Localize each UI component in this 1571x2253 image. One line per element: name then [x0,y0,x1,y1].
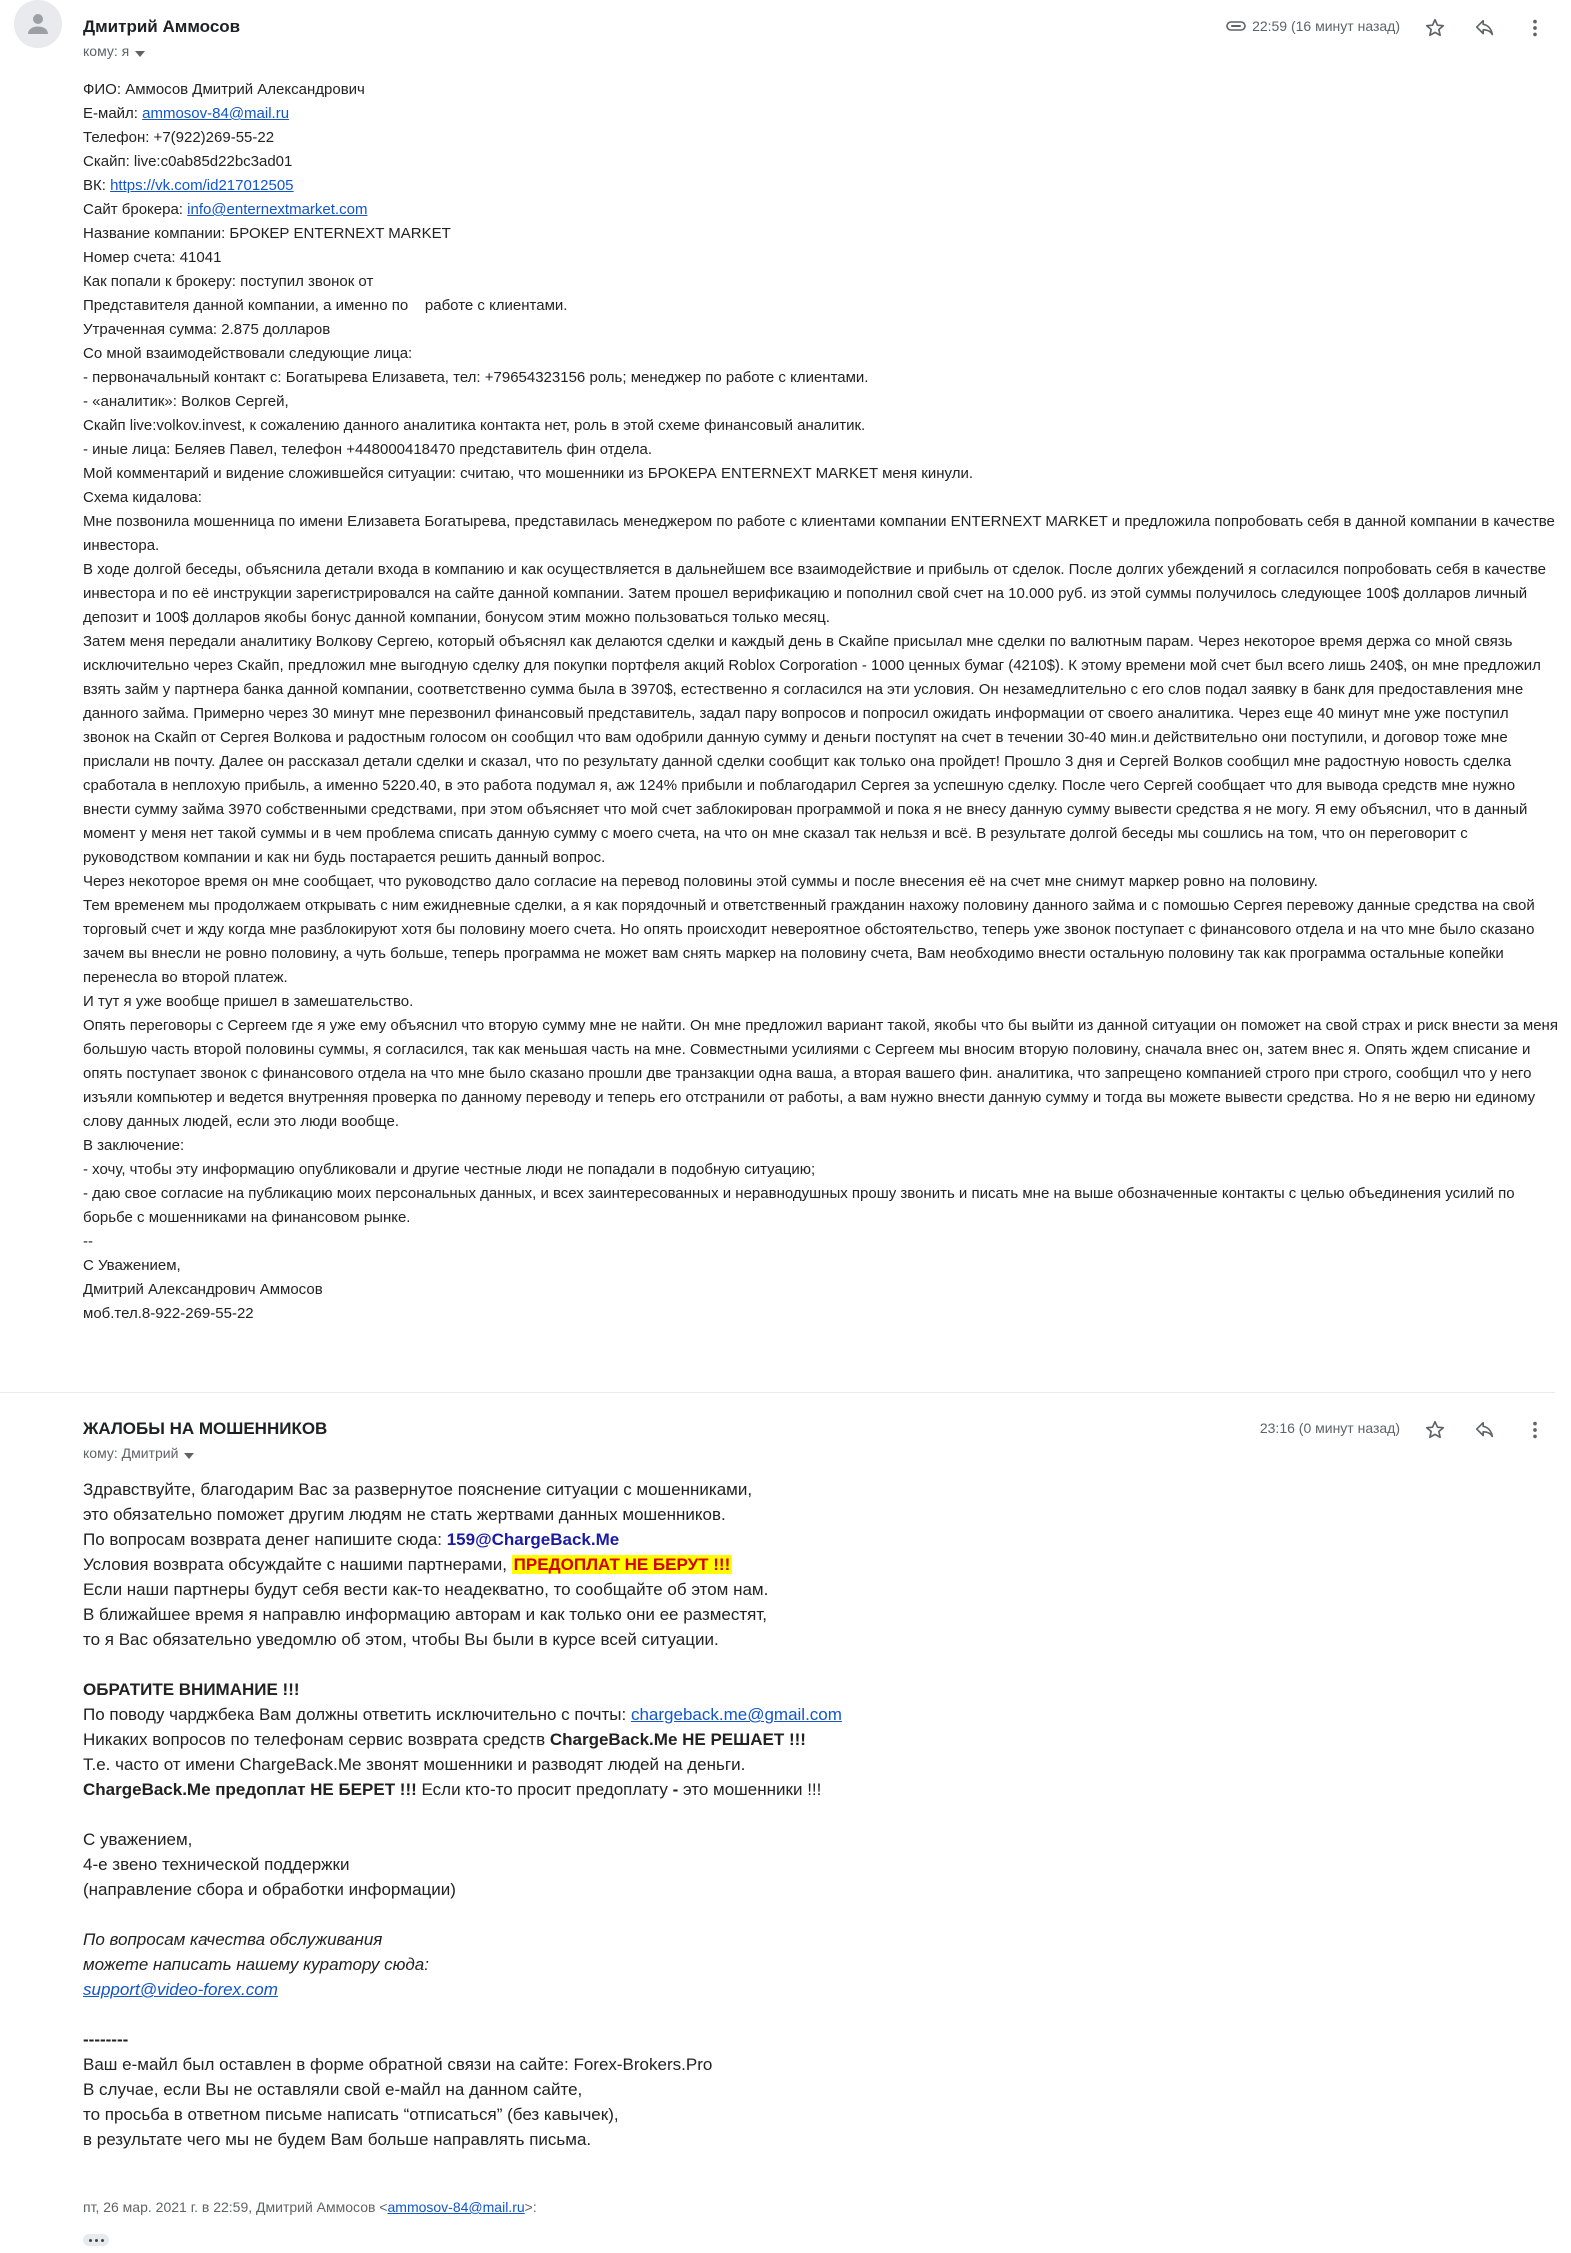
attachment-icon [1226,19,1246,35]
body-line: - иные лица: Беляев Павел, телефон +448000418470 представитель фин отдела. [83,441,653,458]
reply-icon [1474,17,1496,39]
spacer [83,1902,1383,1927]
body-line: Если наши партнеры будут себя вести как-то неадекватно, то сообщайте об этом нам. [83,1580,769,1599]
body-line: Утраченная сумма: 2.875 долларов [83,321,331,338]
body-line-vk: ВК: https://vk.com/id217012505 [83,177,294,194]
body-line: Мой комментарий и видение сложившейся ситуации: считаю, что мошенники из БРОКЕРА ENTERNEXT MARKET меня кинули. [83,465,974,482]
spacer [83,2002,1383,2027]
body-line: ChargeBack.Me предоплат НЕ БЕРЕТ !!! Если кто-то просит предоплату - это мошенники !!! [83,1780,822,1799]
signature-line: Дмитрий Александрович Аммосов [83,1281,323,1298]
body-line: Скайп live:volkov.invest, к сожалению данного аналитика контакта нет, роль в этой схеме финансовый аналитик. [83,417,866,434]
more-vert-icon [1524,17,1546,39]
support-email-link[interactable]: support@video-forex.com [83,1980,278,1999]
spacer [83,1802,1383,1827]
quoted-email-link[interactable]: ammosov-84@mail.ru [387,2199,525,2215]
body-line: Т.е. часто от имени ChargeBack.Me звонят мошенники и разводят людей на деньги. [83,1755,746,1774]
warning-highlight: ПРЕДОПЛАТ НЕ БЕРУТ !!! [513,1555,731,1574]
quoted-header: пт, 26 мар. 2021 г. в 22:59, Дмитрий Аммосов <ammosov-84@mail.ru>: [83,2199,537,2215]
footer-line: В случае, если Вы не оставляли свой е-майл на данном сайте, [83,2080,583,2099]
body-line: Представителя данной компании, а именно по работе с клиентами. [83,297,568,314]
more-button[interactable] [1510,13,1560,43]
footer-line: то просьба в ответном письме написать “отписаться” (без кавычек), [83,2105,619,2124]
body-line-broker: Сайт брокера: info@enternextmarket.com [83,201,368,218]
body-paragraph: Затем меня передали аналитику Волкову Сергею, который объяснял как делаются сделки и каждый день в Скайпе присылал мне сделки по валютным парам. Через некоторое время держа со мной связь исключительно через Скайп, предложил мне выгодную сделку для покупки портфеля акций Roblox Corporation - 1000 ценных бумаг (4210$). К этому времени мой счет был всего лишь 240$, он мне предложил взять займ у партнера банка данной компании, соответственно сумма была в 3970$, естественно я согласился на эти условия. Он незамедлительно с его слов подал заявку в банк для предоставления мне данного займа. Примерно через 30 минут мне перезвонил финансовый представитель, задал пару вопросов и попросил ожидать информации от своего аналитика. Через еще 40 минут мне уже поступил звонок на Скайп от Сергея Волкова и радостным голосом он сообщил что вам одобрили данную сумму и деньги поступят на счет в течении 30-40 мин.и действительно они поступили, и договор тоже мне прислали нв почту. Далее он рассказал детали сделки и сказал, что по результату данной сделки сообщит как только она пройдет! Прошло 3 дня и Сергей Волков сообщил мне радостную новость сделка сработала в неплохую прибыль, а именно 5220.40, в это работа подумал я, аж 124% прибыли и поблагодарил Сергея за успешную сделку. После чего Сергей сообщает что для вывода средств мне нужно внести сумму займа 3970 собственными средствами, при этом объясняет что мой счет заблокирован программой и пока я не внесу данную сумму вывести средства я не могу. Я ему объяснил, что в данный момент у меня нет такой суммы и в чем проблема списать данную сумму с моего счета, на что он мне сказал так нельзя и всё. В результате долгой беседы мы сошлись на том, что он переговорит с руководством компании и как ни будь постарается решить данный вопрос. [83,633,1541,866]
reply-icon [1474,1419,1496,1441]
signature-line: (направление сбора и обработки информации) [83,1880,456,1899]
body-paragraph: Мне позвонила мошенница по имени Елизавета Богатырева, представилась менеджером по работе с клиентами компании ENTERNEXT MARKET и предложила попробовать себя в данной компании в качестве инвестора. [83,513,1555,554]
body-line: - первоначальный контакт с: Богатырева Елизавета, тел: +79654323156 роль; менеджер по работе с клиентами. [83,369,869,386]
reply-button[interactable] [1460,13,1510,43]
body-line: Схема кидалова: [83,489,202,506]
body-line: По вопросам возврата денег напишите сюда: 159@ChargeBack.Me [83,1530,620,1549]
body-line: В заключение: [83,1137,185,1154]
message-actions-1 [1410,13,1560,43]
chargeback-email-link[interactable]: chargeback.me@gmail.com [630,1705,842,1724]
body-line: Скайп: live:c0ab85d22bc3ad01 [83,153,293,170]
message-time[interactable] [1200,18,1400,35]
avatar-sender-2[interactable] [14,0,62,48]
signature-line: С уважением, [83,1830,193,1849]
recipient-toggle[interactable] [83,43,145,60]
body-line: И тут я уже вообще пришел в замешательство. [83,993,414,1010]
message-body-2 [83,1477,1383,2152]
body-paragraph: Через некоторое время он мне сообщает, что руководство дало согласие на перевод половины этой суммы и после внесения её на счет мне снимут маркер ровно на половину. [83,873,1318,890]
time-text: 22:59 (16 минут назад) [1252,18,1400,34]
body-line: Со мной взаимодействовали следующие лица: [83,345,413,362]
chargeback-address[interactable]: 159@ChargeBack.Me [446,1530,620,1549]
body-line: Название компании: БРОКЕР ENTERNEXT MARKET [83,225,451,242]
message-body-1 [83,78,1558,1326]
spacer [83,1652,1383,1677]
body-line: Здравствуйте, благодарим Вас за развернутое пояснение ситуации с мошенниками, [83,1480,753,1499]
avatar-icon [23,9,53,39]
signature-line: С Уважением, [83,1257,181,1274]
body-paragraph: - даю свое согласие на публикацию моих персональных данных, и всех заинтересованных и неравнодушных прошу звонить и писать мне на выше обозначенные контакты с целью объединения усилий по борьбе с мошенниками на финансовом рынке. [83,1185,1515,1226]
broker-link[interactable]: info@enternextmarket.com [187,201,368,218]
sender-name[interactable]: ЖАЛОБЫ НА МОШЕННИКОВ [83,1419,328,1438]
body-paragraph: Тем временем мы продолжаем открывать с ним ежидневные сделки, а я как порядочный и ответственный гражданин нахожу половину данного займа и с помошью Сергея перевожу данные средства на свой торговый счет и жду когда мне разблокируют хотя бы половину моего счета. Но опять происходит невероятное обстоятельство, теперь уже звонок поступает с финансового отдела и на что мне было сказано зачем вы внесли не ровно половину, а чуть больше, теперь программа не может вам снять маркер на половину счета, Вам необходимо внести остальную половину так как программа остальные копейки перенесла во второй платеж. [83,897,1535,986]
star-icon [1424,17,1446,39]
recipient-text: кому: Дмитрий [83,1445,179,1461]
show-trimmed-content-button[interactable] [83,2234,109,2246]
body-line: Никаких вопросов по телефонам сервис возврата средств ChargeBack.Me НЕ РЕШАЕТ !!! [83,1730,806,1749]
star-button[interactable] [1410,1415,1460,1445]
vk-link[interactable]: https://vk.com/id217012505 [110,177,294,194]
star-icon [1424,1419,1446,1441]
sender-name[interactable]: Дмитрий Аммосов [83,17,241,36]
ellipsis-icon [95,2239,98,2242]
body-paragraph: Опять переговоры с Сергеем где я уже ему объяснил что вторую сумму мне не найти. Он мне предложил вариант такой, якобы что бы выйти из данной ситуации он поможет на свой страх и риск внести за меня большую часть второй половины суммы, я согласился, так как меньшая часть на мне. Совместными усилиями с Сергеем мы вносим вторую половину, сначала внес он, затем внес я. Опять ждем списание и опять поступает звонок с финансового отдела на что мне было сказано прошли две транзакции одна ваша, а вторая вашего фин. аналитика, что запрещено компанией строго при строго, сообщил что у него изъяли компьютер и ведется внутренняя проверка по данному переводу и теперь его отстранили от работы, а вам нужно внести данную сумму и тогда вы можете вывести средства. Но я не верю ни единому слову данных людей, если это люди вообще. [83,1017,1558,1130]
body-line: то я Вас обязательно уведомлю об этом, чтобы Вы были в курсе всей ситуации. [83,1630,719,1649]
body-line: По поводу чарджбека Вам должны ответить исключительно с почты: chargeback.me@gmail.com [83,1705,842,1724]
ellipsis-icon [101,2239,104,2242]
footer-separator: -------- [83,2030,129,2049]
signature-line: 4-е звено технической поддержки [83,1855,350,1874]
body-line: - «аналитик»: Волков Сергей, [83,393,289,410]
body-paragraph: В ходе долгой беседы, объяснила детали входа в компанию и как осуществляется в дальнейшем все взаимодействие и прибыль от сделок. После долгих убеждений я согласился попробовать себя в качестве инвестора и по её инструкции зарегистрировался на сайте данной компании. Затем прошел верификацию и пополнил свой счет на 10.000 руб. из этой суммы получилось следующее 100$ долларов личный депозит и 100$ долларов якобы бонус данной компании, бонусом этим можно пользоваться только месяц. [83,561,1546,626]
message-time[interactable]: 23:16 (0 минут назад) [1259,1420,1400,1436]
attention-heading: ОБРАТИТЕ ВНИМАНИЕ !!! [83,1680,300,1699]
ellipsis-icon [89,2239,92,2242]
star-button[interactable] [1410,13,1460,43]
message-actions-2 [1410,1415,1560,1445]
body-line: это обязательно поможет другим людям не стать жертвами данных мошенников. [83,1505,726,1524]
signature-separator: -- [83,1233,93,1250]
signature-line: моб.тел.8-922-269-55-22 [83,1305,254,1322]
email-link[interactable]: ammosov-84@mail.ru [142,105,290,122]
more-vert-icon [1524,1419,1546,1441]
quality-line: можете написать нашему куратору сюда: [83,1955,429,1974]
footer-line: в результате чего мы не будем Вам больше направлять письма. [83,2130,592,2149]
quality-line: По вопросам качества обслуживания [83,1930,383,1949]
footer-line: Ваш е-майл был оставлен в форме обратной связи на сайте: Forex-Brokers.Pro [83,2055,713,2074]
reply-button[interactable] [1460,1415,1510,1445]
body-line: - хочу, чтобы эту информацию опубликовали и другие честные люди не попадали в подобную ситуацию; [83,1161,816,1178]
body-line: Условия возврата обсуждайте с нашими партнерами, ПРЕДОПЛАТ НЕ БЕРУТ !!! [83,1555,731,1574]
more-button[interactable] [1510,1415,1560,1445]
body-line: В ближайшее время я направлю информацию авторам и как только они ее разместят, [83,1605,768,1624]
body-line: Телефон: +7(922)269-55-22 [83,129,275,146]
body-line: ФИО: Аммосов Дмитрий Александрович [83,81,365,98]
body-line: Как попали к брокеру: поступил звонок от [83,273,374,290]
support-line [83,1977,1383,2002]
chevron-down-icon [135,44,145,60]
body-line-email: Е-майл: ammosov-84@mail.ru [83,105,290,122]
body-line: Номер счета: 41041 [83,249,222,266]
recipient-toggle[interactable] [83,1445,194,1462]
recipient-text: кому: я [83,43,130,59]
message-divider [0,1392,1555,1393]
chevron-down-icon [184,1446,194,1462]
